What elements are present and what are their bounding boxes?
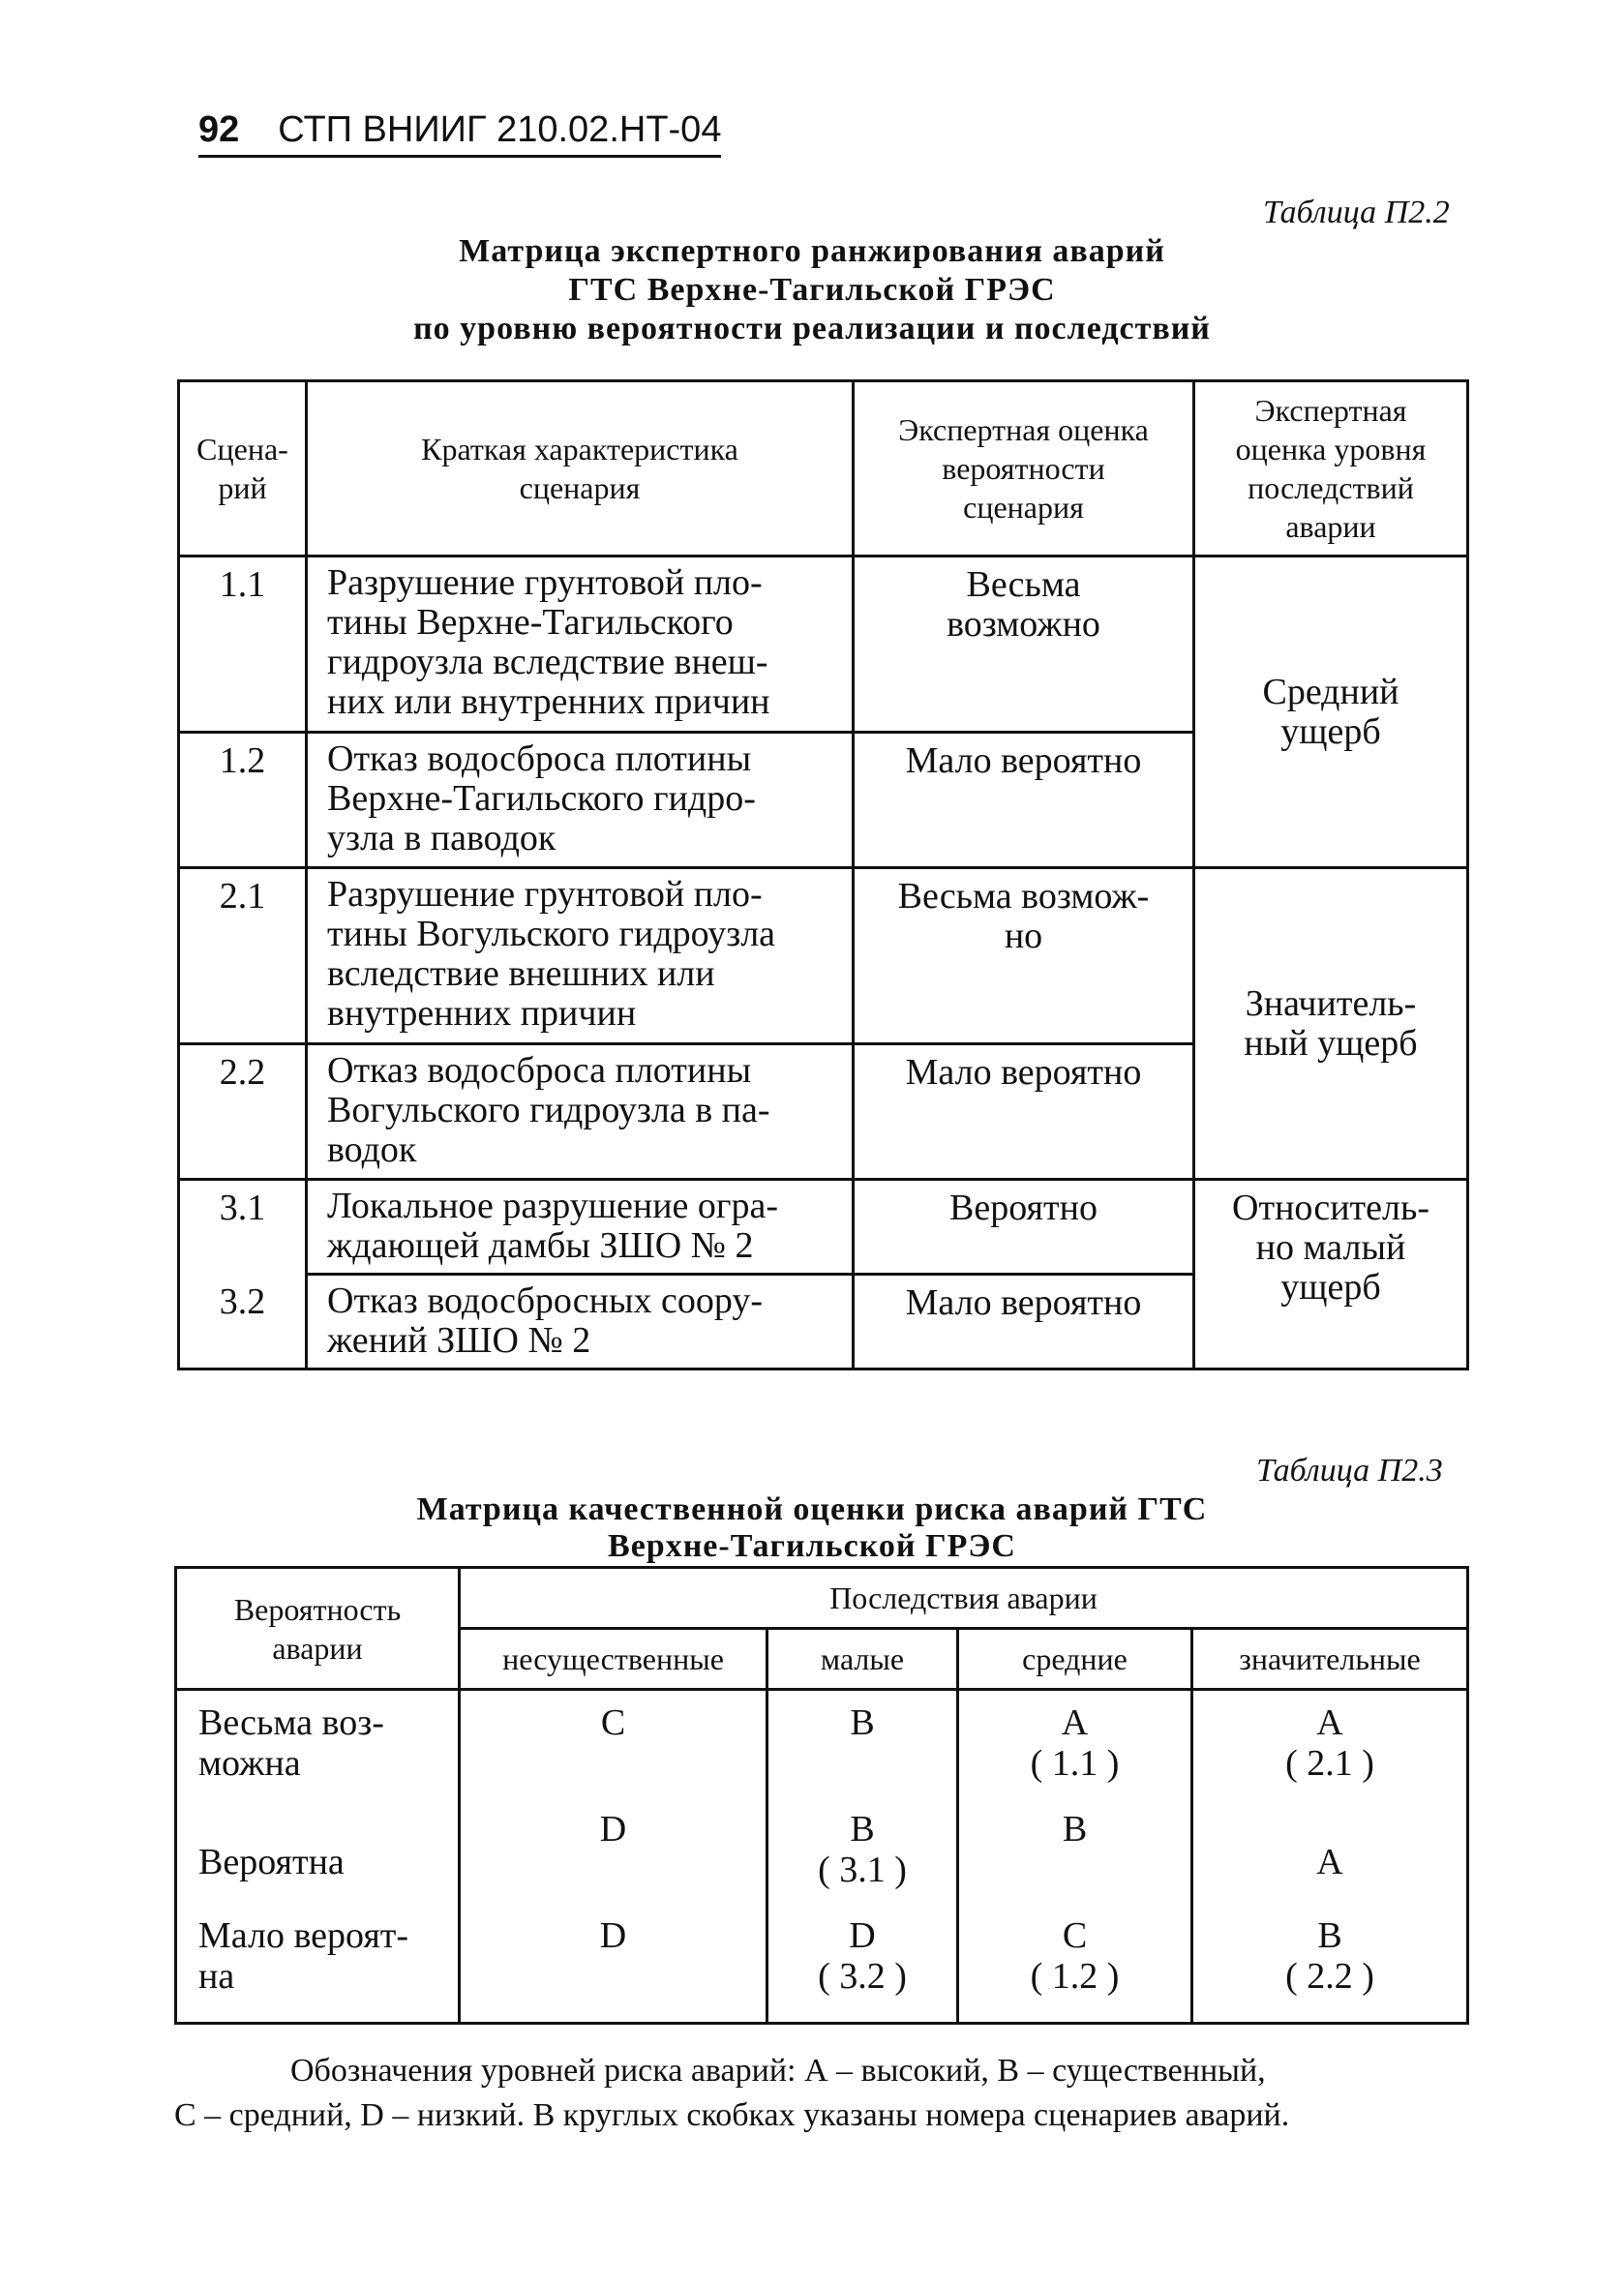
- legend-note: [174, 2049, 1471, 2138]
- risk-cell: D: [460, 1809, 767, 1915]
- table-p22-title-line-3: по уровню вероятности реализации и последствий: [413, 311, 1211, 346]
- scenario-description: Отказ водосбросных соору- жений ЗШО № 2: [307, 1275, 854, 1369]
- note-line-1: Обозначения уровней риска аварий: А – высокий, В – существенный,: [290, 2053, 1266, 2089]
- running-head: [198, 108, 721, 158]
- scenario-id: 2.2: [179, 1044, 307, 1180]
- table-header-row: [176, 1568, 1468, 1629]
- probability-assessment: Вероятно: [854, 1180, 1194, 1275]
- scenario-id: 1.1: [179, 557, 307, 733]
- table-p22-label: Таблица П2.2: [1263, 195, 1450, 230]
- header-scenario: Сцена- рий: [179, 381, 307, 557]
- risk-cell: C ( 1.2 ): [958, 1915, 1192, 2024]
- risk-cell: B ( 3.1 ): [767, 1809, 958, 1915]
- row-label: Мало вероят- на: [176, 1915, 460, 2024]
- consequence-level: Значитель- ный ущерб: [1194, 868, 1468, 1180]
- header-consequences: Экспертная оценка уровня последствий аварии: [1194, 381, 1468, 557]
- risk-cell: A ( 2.1 ): [1192, 1690, 1468, 1810]
- scenario-description: Разрушение грунтовой пло- тины Вогульского гидроузла вследствие внешних или внутренних причин: [307, 868, 854, 1044]
- row-label: Весьма воз- можна: [176, 1690, 460, 1810]
- risk-cell: D ( 3.2 ): [767, 1915, 958, 2024]
- probability-assessment: Весьма возможно: [854, 557, 1194, 733]
- table-p23-title-line-1: Матрица качественной оценки риска аварий ГТС: [416, 1491, 1208, 1527]
- scenario-description: Отказ водосброса плотины Вогульского гидроузла в па- водок: [307, 1044, 854, 1180]
- probability-assessment: Мало вероятно: [854, 1275, 1194, 1369]
- risk-cell: B ( 2.2 ): [1192, 1915, 1468, 2024]
- table-p23-label: Таблица П2.3: [1256, 1453, 1443, 1489]
- scenario-description: Отказ водосброса плотины Верхне-Тагильского гидро- узла в паводок: [307, 733, 854, 868]
- table-row: [176, 1915, 1468, 2024]
- scenario-description: Локальное разрушение огра- ждающей дамбы ЗШО № 2: [307, 1180, 854, 1275]
- column-header: несущественные: [460, 1629, 767, 1690]
- risk-cell: D: [460, 1915, 767, 2024]
- header-probability: Вероятность аварии: [176, 1568, 460, 1690]
- probability-assessment: Весьма возмож- но: [854, 868, 1194, 1044]
- table-row: [179, 1180, 1468, 1275]
- table-p22-title-line-1: Матрица экспертного ранжирования аварий: [459, 233, 1165, 269]
- scenario-id: 2.1: [179, 868, 307, 1044]
- header-consequences-group: Последствия аварии: [460, 1568, 1468, 1629]
- page-number: 92: [198, 109, 240, 150]
- row-label: Вероятна: [176, 1809, 460, 1915]
- note-line-2: С – средний, D – низкий. В круглых скобках указаны номера сценариев аварий.: [174, 2097, 1290, 2133]
- scenario-id: 3.1: [179, 1180, 307, 1275]
- table-row: [179, 868, 1468, 1044]
- probability-assessment: Мало вероятно: [854, 1044, 1194, 1180]
- table-header-row: [179, 381, 1468, 557]
- scenario-id: 3.2: [179, 1275, 307, 1369]
- table-p22: [177, 379, 1469, 1370]
- column-header: малые: [767, 1629, 958, 1690]
- probability-assessment: Мало вероятно: [854, 733, 1194, 868]
- scenario-description: Разрушение грунтовой пло- тины Верхне-Тагильского гидроузла вследствие внеш- них или внутренних причин: [307, 557, 854, 733]
- column-header: значительные: [1192, 1629, 1468, 1690]
- risk-cell: C: [460, 1690, 767, 1810]
- risk-cell: B: [767, 1690, 958, 1810]
- scenario-id: 1.2: [179, 733, 307, 868]
- column-header: средние: [958, 1629, 1192, 1690]
- table-p23-title-line-2: Верхне-Тагильской ГРЭС: [608, 1528, 1016, 1564]
- header-description: Краткая характеристика сценария: [307, 381, 854, 557]
- table-p22-title-line-2: ГТС Верхне-Тагильской ГРЭС: [568, 272, 1056, 308]
- table-row: [179, 557, 1468, 733]
- table-row: [176, 1690, 1468, 1810]
- header-probability: Экспертная оценка вероятности сценария: [854, 381, 1194, 557]
- document-code: СТП ВНИИГ 210.02.НТ-04: [278, 109, 722, 150]
- risk-cell: A ( 1.1 ): [958, 1690, 1192, 1810]
- table-p23: [174, 1566, 1469, 2025]
- table-row: [176, 1809, 1468, 1915]
- consequence-level: Средний ущерб: [1194, 557, 1468, 868]
- risk-cell: A: [1192, 1809, 1468, 1915]
- consequence-level: Относитель- но малый ущерб: [1194, 1180, 1468, 1369]
- risk-cell: B: [958, 1809, 1192, 1915]
